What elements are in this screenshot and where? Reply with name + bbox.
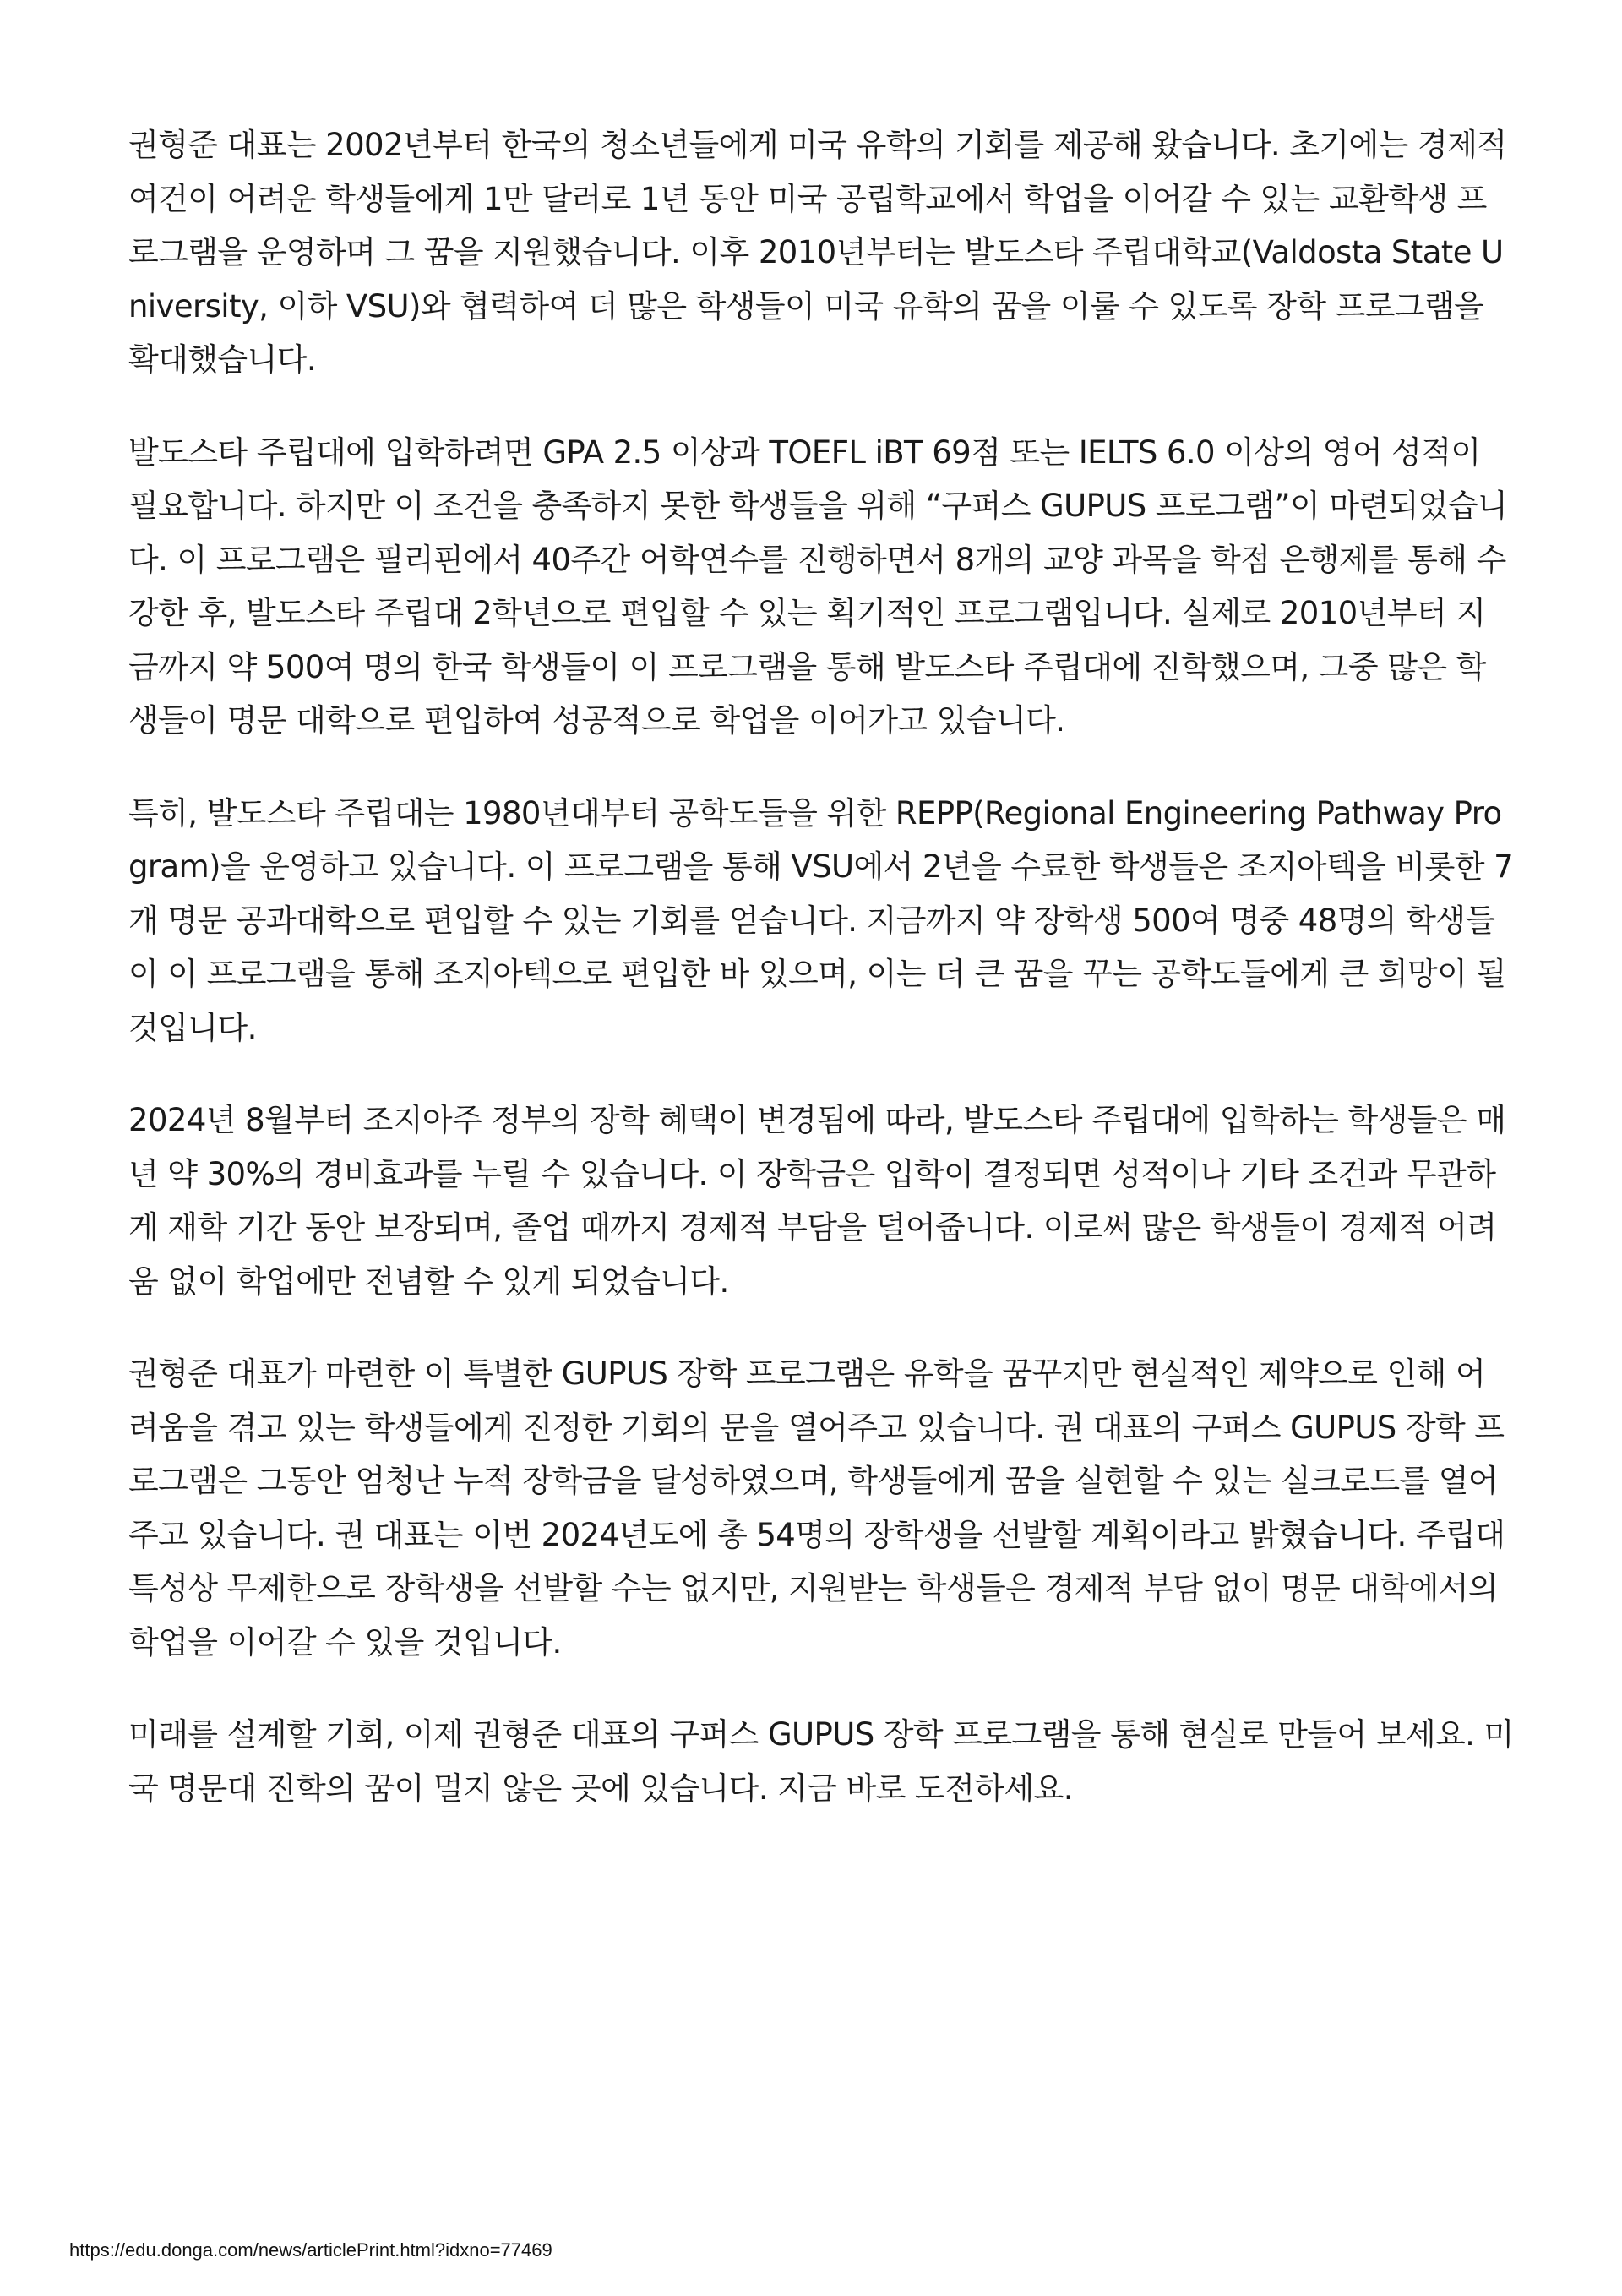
article-paragraph-4: 2024년 8월부터 조지아주 정부의 장학 혜택이 변경됨에 따라, 발도스타 주립대에 입학하는 학생들은 매년 약 30%의 경비효과를 누릴 수 있습니다. 이 장학금은 입학이 결정되면 성적이나 기타 조건과 무관하게 재학 기간 동안 보장되며, 졸업 때까지 경제적 부담을 덜어줍니다. 이로써 많은 학생들이 경제적 어려움 없이 학업에만 전념할 수 있게 되었습니다. [128,1102,1506,1300]
article-body [128,118,1514,1854]
article-paragraph-2: 발도스타 주립대에 입학하려면 GPA 2.5 이상과 TOEFL iBT 69점 또는 IELTS 6.0 이상의 영어 성적이 필요합니다. 하지만 이 조건을 충족하지 못한 학생들을 위해 “구퍼스 GUPUS 프로그램”이 마련되었습니다. 이 프로그램은 필리핀에서 40주간 어학연수를 진행하면서 8개의 교양 과목을 학점 은행제를 통해 수강한 후, 발도스타 주립대 2학년으로 편입할 수 있는 획기적인 프로그램입니다. 실제로 2010년부터 지금까지 약 500여 명의 한국 학생들이 이 프로그램을 통해 발도스타 주립대에 진학했으며, 그중 많은 학생들이 명문 대학으로 편입하여 성공적으로 학업을 이어가고 있습니다. [128,434,1508,739]
print-source-url: https://edu.donga.com/news/articlePrint.html?idxno=77469 [69,2239,552,2261]
article-paragraph-5: 권형준 대표가 마련한 이 특별한 GUPUS 장학 프로그램은 유학을 꿈꾸지만 현실적인 제약으로 인해 어려움을 겪고 있는 학생들에게 진정한 기회의 문을 열어주고 있습니다. 권 대표의 구퍼스 GUPUS 장학 프로그램은 그동안 엄청난 누적 장학금을 달성하였으며, 학생들에게 꿈을 실현할 수 있는 실크로드를 열어주고 있습니다. 권 대표는 이번 2024년도에 총 54명의 장학생을 선발할 계획이라고 밝혔습니다. 주립대 특성상 무제한으로 장학생을 선발할 수는 없지만, 지원받는 학생들은 경제적 부담 없이 명문 대학에서의 학업을 이어갈 수 있을 것입니다. [128,1355,1505,1661]
article-paragraph-3: 특히, 발도스타 주립대는 1980년대부터 공학도들을 위한 REPP(Regional Engineering Pathway Program)을 운영하고 있습니다. 이 프로그램을 통해 VSU에서 2년을 수료한 학생들은 조지아텍을 비롯한 7개 명문 공과대학으로 편입할 수 있는 기회를 얻습니다. 지금까지 약 장학생 500여 명중 48명의 학생들이 이 프로그램을 통해 조지아텍으로 편입한 바 있으며, 이는 더 큰 꿈을 꾸는 공학도들에게 큰 희망이 될 것입니다. [128,794,1514,1046]
article-paragraph-6: 미래를 설계할 기회, 이제 권형준 대표의 구퍼스 GUPUS 장학 프로그램을 통해 현실로 만들어 보세요. 미국 명문대 진학의 꿈이 멀지 않은 곳에 있습니다. 지금 바로 도전하세요. [128,1716,1514,1807]
article-paragraph-1: 권형준 대표는 2002년부터 한국의 청소년들에게 미국 유학의 기회를 제공해 왔습니다. 초기에는 경제적 여건이 어려운 학생들에게 1만 달러로 1년 동안 미국 공립학교에서 학업을 이어갈 수 있는 교환학생 프로그램을 운영하며 그 꿈을 지원했습니다. 이후 2010년부터는 발도스타 주립대학교(Valdosta State University, 이하 VSU)와 협력하여 더 많은 학생들이 미국 유학의 꿈을 이룰 수 있도록 장학 프로그램을 확대했습니다. [128,127,1507,378]
